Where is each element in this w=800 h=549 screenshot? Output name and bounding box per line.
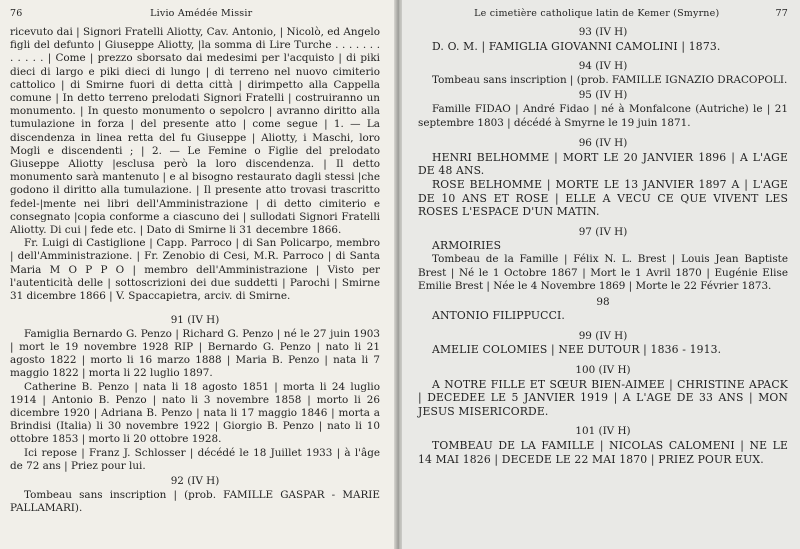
- page-header: [10, 8, 380, 19]
- entry-text: ARMOIRIES: [432, 239, 502, 253]
- page-number: 76: [10, 8, 23, 19]
- right-page: [402, 0, 800, 549]
- entry-text: A NOTRE FILLE ET SŒUR BIEN-AIMEE | CHRISTINE APACK | DECEDEE LE 5 JANVIER 1919 | A L'AGE DE 33 ANS | MON JESUS MISERICORDE.: [418, 377, 788, 418]
- entry-number: 99 (IV H): [578, 329, 628, 342]
- entry-number: 93 (IV H): [578, 26, 628, 38]
- running-head: Le cimetière catholique latin de Kemer (Smyrne): [474, 8, 720, 19]
- entry-number: 98: [596, 295, 610, 308]
- entry-text: ROSE BELHOMME | MORTE LE 13 JANVIER 1897 A | L'AGE DE 10 ANS ET ROSE | ELLE A VECU CE QUE VIVENT LES ROSES L'ESPACE D'UN MATIN.: [418, 177, 788, 219]
- entry-number: 97 (IV H): [578, 225, 628, 238]
- entry-text: Tombeau sans inscription | (prob. FAMILLE IGNAZIO DRACOPOLI.: [432, 73, 788, 86]
- entry-text: AMELIE COLOMIES | NEE DUTOUR | 1836 - 1913.: [432, 343, 722, 357]
- entry-number: 94 (IV H): [578, 60, 628, 73]
- entry-text: HENRI BELHOMME | MORT LE 20 JANVIER 1896 | A L'AGE DE 48 ANS.: [418, 150, 788, 178]
- entry-text: Tombeau de la Famille | Félix N. L. Brest | Louis Jean Baptiste Brest | Né le 1 Octobre 1867 | Mort le 1 Avril 1870 | Eugénie Elise Emilie Brest | Née le 4 Novembre 1869 | Morte le 22 Février 1873.: [418, 252, 788, 293]
- entry-text: Famiglia Bernardo G. Penzo | Richard G. Penzo | né le 27 juin 1903 | mort le 19 novembre 1928 RIP | Bernardo G. Penzo | nato li 21 agosto 1822 | morto li 16 marzo 1888 | Maria B. Penzo | nata li 7 maggio 1822 | morta li 22 luglio 1897.: [10, 327, 380, 380]
- paragraph: ricevuto dai | Signori Fratelli Aliotty, Cav. Antonio, | Nicolò, ed Angelo figli del defunto | Giuseppe Aliotty, |la somma di Lire Turche . . . . . . . . . . . . | Come | prezzo sborsato dai medesimi per l'acquisto | di piki dieci di largo e piki dieci di lungo | di terreno nel nuovo cimiterio cattolico | di Smirne fuori di detta città | dirimpetto alla Cappella comune | In detto terreno prelodati Signori Fratelli | costruiranno un monumento. | In questo monumento o sepolcro | avranno diritto alla tumulazione in forza | del presente atto | come segue | 1. — La discendenza in linea retta del fu Giuseppe | Aliotty, i Maschi, loro Mogli e discendenti ; | 2. — Le Femine o Figlie del prelodato Giuseppe Aliotty |esclusa però la loro discendenza. | Il detto monumento sarà mantenuto | e al bisogno restaurato dagli stessi |che godono il diritto alla tumulazione. | Il presente atto trovasi trascritto fedel-|mente nei libri dell'Amministrazione | di detto cimiterio e consegnato |copia conforme a ciascuno dei | sullodati Signori Fratelli Aliotty. Di cui | fede etc. | Dato di Smirne li 31 decembre 1866.: [10, 26, 380, 237]
- left-page: [0, 0, 396, 549]
- entry-number: 96 (IV H): [578, 137, 628, 150]
- entry-text: Tombeau sans inscription | (prob. FAMILLE GASPAR - MARIE PALLAMARI).: [10, 488, 380, 514]
- page-number: 77: [775, 8, 788, 19]
- page-header: [418, 8, 788, 19]
- entry-text: D. O. M. | FAMIGLIA GIOVANNI CAMOLINI | 1873.: [432, 39, 721, 53]
- entry-text: Ici repose | Franz J. Schlosser | décédé le 18 Juillet 1933 | à l'âge de 72 ans | Priez pour lui.: [10, 446, 380, 472]
- entry-number: 95 (IV H): [578, 89, 628, 102]
- entry-text: Famille FIDAO | André Fidao | né à Monfalcone (Autriche) le | 21 septembre 1803 | décédé à Smyrne le 19 juin 1871.: [418, 102, 788, 129]
- entry-text: Catherine B. Penzo | nata li 18 agosto 1851 | morta li 24 luglio 1914 | Antonio B. Penzo | nato li 3 novembre 1858 | morto li 26 dicembre 1920 | Adriana B. Penzo | nata li 17 maggio 1846 | morta a Brindisi (Italia) li 30 novembre 1922 | Giorgio B. Penzo | nato li 10 ottobre 1853 | morto li 20 ottobre 1928.: [10, 380, 380, 446]
- entry-text: TOMBEAU DE LA FAMILLE | NICOLAS CALOMENI | NE LE 14 MAI 1826 | DECEDE LE 22 MAI 1870 | PRIEZ POUR EUX.: [418, 439, 788, 466]
- entry-number: 100 (IV H): [575, 364, 631, 377]
- entry-number: 91 (IV H): [170, 314, 220, 327]
- running-head: Livio Amédée Missir: [150, 8, 253, 19]
- entry-text: ANTONIO FILIPPUCCI.: [432, 309, 565, 323]
- paragraph: Fr. Luigi di Castiglione | Capp. Parroco | di San Policarpo, membro | dell'Amministrazione. | Fr. Zenobio di Cesi, M.R. Parroco | di Santa Maria M O P P O | membro dell'Amministrazione | Visto per l'autenticità delle | sottoscrizioni dei due suddetti | Parochi | Smirne 31 dicembre 1866 | V. Spaccapietra, arciv. di Smirne.: [10, 237, 380, 303]
- entry-number: 92 (IV H): [170, 475, 220, 488]
- entry-number: 101 (IV H): [575, 425, 631, 438]
